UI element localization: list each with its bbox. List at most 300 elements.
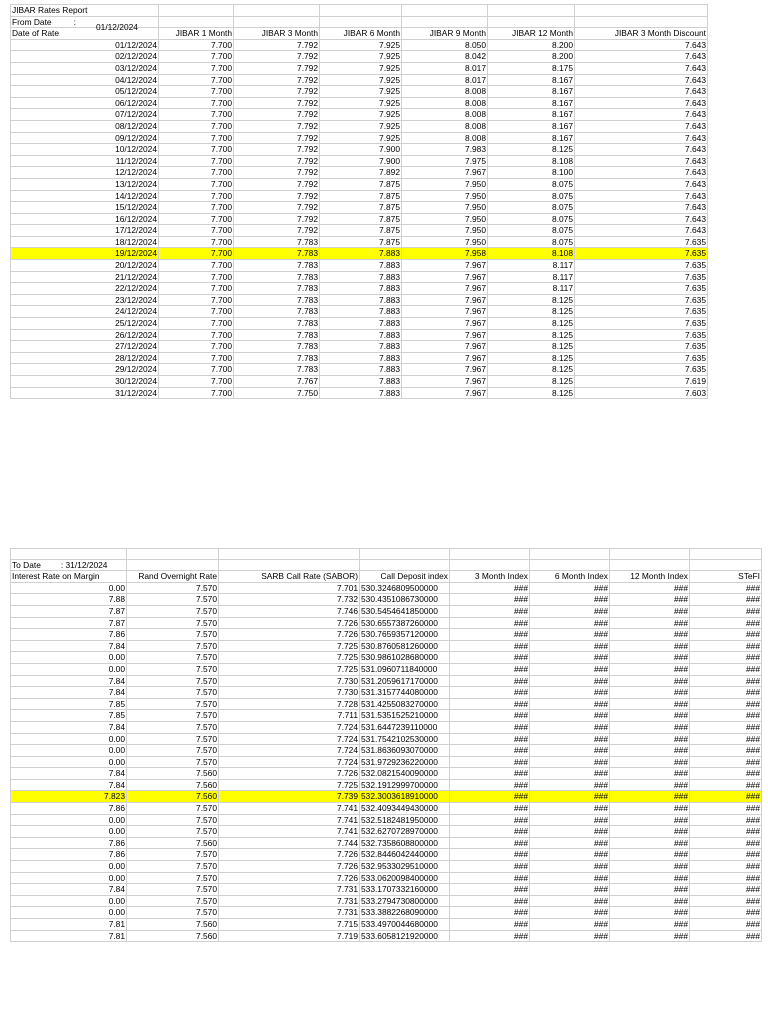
table-cell: 27/12/2024 [11, 341, 159, 353]
table-cell: ### [530, 594, 610, 606]
header-jibar-12-month: JIBAR 12 Month [488, 28, 575, 40]
table-cell: 7.700 [159, 306, 234, 318]
table-cell: 7.570 [127, 733, 219, 745]
table-cell: ### [530, 884, 610, 896]
header-jibar-1-month: JIBAR 1 Month [159, 28, 234, 40]
table-cell: 7.967 [402, 271, 488, 283]
table-cell: ### [690, 652, 762, 664]
table-row [11, 190, 708, 202]
table-row [11, 248, 708, 260]
table-cell: 7.570 [127, 617, 219, 629]
table-cell: ### [690, 861, 762, 873]
table-cell: ### [690, 721, 762, 733]
table-cell: ### [690, 814, 762, 826]
table-cell: 7.700 [159, 155, 234, 167]
table-cell: 532.6270728970000 [360, 826, 450, 838]
table-cell: 7.643 [575, 86, 708, 98]
table-cell: 7.792 [234, 155, 320, 167]
table-cell: 7.570 [127, 582, 219, 594]
table-cell: 7.603 [575, 387, 708, 399]
table-cell: 0.00 [11, 756, 127, 768]
table-cell: 7.700 [159, 283, 234, 295]
table-cell: 7.741 [219, 803, 360, 815]
table-cell: 7.950 [402, 202, 488, 214]
table-row [11, 745, 762, 757]
table-row [11, 144, 708, 156]
header-call-deposit-index: Call Deposit index [360, 571, 450, 583]
header-jibar-3-month: JIBAR 3 Month [234, 28, 320, 40]
table-cell: 7.570 [127, 826, 219, 838]
table-cell: 8.125 [488, 329, 575, 341]
table-cell: ### [530, 617, 610, 629]
table-cell: 7.925 [320, 51, 402, 63]
from-date-label-text: From Date [12, 16, 52, 27]
table-row [11, 919, 762, 931]
table-cell: 8.075 [488, 178, 575, 190]
table-cell: 7.792 [234, 120, 320, 132]
table-row [11, 907, 762, 919]
table-cell: 8.117 [488, 271, 575, 283]
table-cell: 7.967 [402, 352, 488, 364]
table-cell: 10/12/2024 [11, 144, 159, 156]
table-cell: 7.883 [320, 352, 402, 364]
table-cell: ### [610, 698, 690, 710]
table-cell: ### [690, 872, 762, 884]
table-cell: 7.967 [402, 329, 488, 341]
table-cell: 8.108 [488, 155, 575, 167]
table-cell: ### [530, 895, 610, 907]
table-cell: 7.570 [127, 814, 219, 826]
table-cell: 7.84 [11, 779, 127, 791]
table-cell: ### [530, 698, 610, 710]
table-cell: 7.570 [127, 907, 219, 919]
table-cell: 7.726 [219, 861, 360, 873]
table-cell: 0.00 [11, 814, 127, 826]
table-cell: 7.86 [11, 629, 127, 641]
table-cell: ### [450, 582, 530, 594]
table-cell: 21/12/2024 [11, 271, 159, 283]
table-cell: 7.700 [159, 236, 234, 248]
table-cell: 7.84 [11, 721, 127, 733]
table-cell: 8.200 [488, 39, 575, 51]
table-row [11, 779, 762, 791]
table-cell: ### [530, 779, 610, 791]
table-cell: 7.570 [127, 675, 219, 687]
table-cell: ### [610, 919, 690, 931]
table-cell: ### [610, 652, 690, 664]
table-cell: ### [530, 582, 610, 594]
table-cell: ### [530, 687, 610, 699]
table-cell: 7.792 [234, 202, 320, 214]
table-cell: ### [530, 872, 610, 884]
table-cell: 7.883 [320, 271, 402, 283]
table-cell: 0.00 [11, 733, 127, 745]
table-cell: 7.560 [127, 791, 219, 803]
table-cell: 7.700 [159, 271, 234, 283]
table-row [11, 814, 762, 826]
table-cell: 8.125 [488, 387, 575, 399]
table-cell: ### [450, 745, 530, 757]
table-row [11, 640, 762, 652]
table-row [11, 62, 708, 74]
table-cell: 0.00 [11, 872, 127, 884]
table-cell: 8.050 [402, 39, 488, 51]
table-cell: 7.792 [234, 225, 320, 237]
table-cell: ### [530, 675, 610, 687]
table-cell: 29/12/2024 [11, 364, 159, 376]
table-cell: 7.767 [234, 376, 320, 388]
table-row [11, 213, 708, 225]
table-cell: 7.700 [159, 97, 234, 109]
table-cell: ### [610, 594, 690, 606]
report-title: JIBAR Rates Report [11, 5, 159, 17]
table-cell: ### [690, 895, 762, 907]
table-cell: 7.792 [234, 62, 320, 74]
table-cell: 7.967 [402, 260, 488, 272]
table-cell: 7.792 [234, 74, 320, 86]
table-cell: 24/12/2024 [11, 306, 159, 318]
table-cell: ### [450, 710, 530, 722]
table-cell: 13/12/2024 [11, 178, 159, 190]
table-cell: ### [610, 779, 690, 791]
table-cell: 16/12/2024 [11, 213, 159, 225]
table-cell: 7.635 [575, 294, 708, 306]
table-cell: ### [610, 582, 690, 594]
table-cell: ### [690, 733, 762, 745]
table-cell: 7.883 [320, 283, 402, 295]
table-row [11, 283, 708, 295]
table-cell: 7.570 [127, 756, 219, 768]
table-cell: 7.925 [320, 132, 402, 144]
from-date-value: 01/12/2024 [159, 16, 234, 28]
table-cell: 7.87 [11, 617, 127, 629]
table-row [11, 884, 762, 896]
table-cell: 7.958 [402, 248, 488, 260]
table-cell: 22/12/2024 [11, 283, 159, 295]
table-cell: ### [450, 652, 530, 664]
table-cell: 0.00 [11, 652, 127, 664]
table-cell: ### [610, 895, 690, 907]
table-cell: 7.700 [159, 178, 234, 190]
table-row [11, 352, 708, 364]
table-cell: ### [610, 675, 690, 687]
table-cell: 7.560 [127, 779, 219, 791]
table-cell: 7.635 [575, 283, 708, 295]
table-cell: ### [610, 721, 690, 733]
table-cell: 532.7358608800000 [360, 837, 450, 849]
table-cell: ### [530, 814, 610, 826]
table-cell: 8.167 [488, 120, 575, 132]
header-stefi: STeFI [690, 571, 762, 583]
table-cell: 7.792 [234, 213, 320, 225]
table-cell: 532.3003618910000 [360, 791, 450, 803]
table-row [11, 617, 762, 629]
table-cell: ### [610, 710, 690, 722]
table-cell: ### [690, 582, 762, 594]
table-cell: 7.925 [320, 74, 402, 86]
table-cell: 532.0821540090000 [360, 768, 450, 780]
table-cell: ### [450, 768, 530, 780]
table-cell: 7.792 [234, 109, 320, 121]
table-cell: 7.967 [402, 364, 488, 376]
table-cell: 533.1707332160000 [360, 884, 450, 896]
table-cell: 7.643 [575, 62, 708, 74]
table-cell: 0.00 [11, 826, 127, 838]
table-cell: 7.700 [159, 144, 234, 156]
table-cell: 7.726 [219, 768, 360, 780]
table-cell: 7.570 [127, 721, 219, 733]
table-cell: 7.700 [159, 74, 234, 86]
table-cell: 7.792 [234, 190, 320, 202]
table-cell: ### [690, 698, 762, 710]
table-cell: 7.700 [159, 213, 234, 225]
table-row [11, 364, 708, 376]
table-cell: ### [450, 629, 530, 641]
table-cell: 7.87 [11, 605, 127, 617]
table-cell: 7.725 [219, 779, 360, 791]
table-cell: ### [610, 837, 690, 849]
table-cell: 8.125 [488, 318, 575, 330]
table-cell: ### [530, 849, 610, 861]
table-cell: 01/12/2024 [11, 39, 159, 51]
table-cell: 7.570 [127, 698, 219, 710]
table-cell: 7.725 [219, 640, 360, 652]
table-cell: 7.726 [219, 849, 360, 861]
table-cell: ### [530, 733, 610, 745]
table-cell: 7.570 [127, 745, 219, 757]
table-cell: 7.792 [234, 144, 320, 156]
table-cell: 7.792 [234, 178, 320, 190]
table-cell: 530.7659357120000 [360, 629, 450, 641]
table-cell: 17/12/2024 [11, 225, 159, 237]
table-cell: 7.783 [234, 341, 320, 353]
table-cell: 531.9729236220000 [360, 756, 450, 768]
table-cell: 7.783 [234, 283, 320, 295]
table-cell: ### [530, 663, 610, 675]
table-cell: 7.700 [159, 190, 234, 202]
table-cell: 06/12/2024 [11, 97, 159, 109]
table-cell: 7.700 [159, 341, 234, 353]
table-cell: 7.643 [575, 51, 708, 63]
table-cell: 533.6058121920000 [360, 930, 450, 942]
table-cell: ### [610, 849, 690, 861]
table-cell: 7.700 [159, 62, 234, 74]
table-cell: 7.783 [234, 352, 320, 364]
table-cell: 7.570 [127, 594, 219, 606]
table-cell: 0.00 [11, 663, 127, 675]
table-cell: 7.560 [127, 919, 219, 931]
table-cell: 7.783 [234, 364, 320, 376]
table-cell: 7.570 [127, 687, 219, 699]
table-cell: ### [690, 837, 762, 849]
table-cell: 7.967 [402, 306, 488, 318]
table-row [11, 791, 762, 803]
table-cell: 7.635 [575, 271, 708, 283]
table-cell: 7.643 [575, 120, 708, 132]
table-cell: 7.700 [159, 318, 234, 330]
table-cell: 7.875 [320, 178, 402, 190]
table-cell: ### [450, 779, 530, 791]
table-cell: ### [530, 605, 610, 617]
table-cell: 7.792 [234, 51, 320, 63]
table-cell: 8.075 [488, 213, 575, 225]
header-sarb-call-rate: SARB Call Rate (SABOR) [219, 571, 360, 583]
table-cell: 7.744 [219, 837, 360, 849]
table-cell: 7.635 [575, 236, 708, 248]
table-cell: 7.883 [320, 306, 402, 318]
table-cell: 7.643 [575, 74, 708, 86]
table-cell: 7.792 [234, 39, 320, 51]
table-cell: 532.9533029510000 [360, 861, 450, 873]
table-cell: 7.86 [11, 837, 127, 849]
table-cell: 7.635 [575, 318, 708, 330]
table-cell: 7.724 [219, 745, 360, 757]
table-cell: 530.3246809500000 [360, 582, 450, 594]
table-row [11, 837, 762, 849]
table-cell: ### [450, 663, 530, 675]
table-cell: 533.2794730800000 [360, 895, 450, 907]
table-cell: 25/12/2024 [11, 318, 159, 330]
table-cell: ### [610, 629, 690, 641]
table-cell: 02/12/2024 [11, 51, 159, 63]
table-cell: 12/12/2024 [11, 167, 159, 179]
table-cell: ### [530, 791, 610, 803]
table-cell: 7.883 [320, 329, 402, 341]
table-cell: 8.017 [402, 62, 488, 74]
table-cell: ### [530, 721, 610, 733]
table-cell: 8.017 [402, 74, 488, 86]
table-cell: 7.883 [320, 376, 402, 388]
table-cell: 7.86 [11, 803, 127, 815]
rates-header-row [11, 571, 762, 583]
table-row [11, 710, 762, 722]
table-cell: ### [690, 930, 762, 942]
table-cell: 7.783 [234, 260, 320, 272]
table-cell: ### [450, 698, 530, 710]
table-cell: 7.925 [320, 97, 402, 109]
table-row [11, 341, 708, 353]
table-cell: 7.84 [11, 884, 127, 896]
table-row [11, 768, 762, 780]
table-row [11, 306, 708, 318]
table-cell: ### [450, 733, 530, 745]
table-cell: 7.783 [234, 248, 320, 260]
table-cell: ### [690, 594, 762, 606]
table-cell: 7.875 [320, 213, 402, 225]
table-cell: 532.8446042440000 [360, 849, 450, 861]
table-cell: 7.724 [219, 721, 360, 733]
table-cell: ### [450, 791, 530, 803]
table-cell: ### [450, 872, 530, 884]
table-row [11, 97, 708, 109]
table-cell: 7.700 [159, 352, 234, 364]
table-cell: 7.875 [320, 225, 402, 237]
table-cell: 7.783 [234, 329, 320, 341]
table-row [11, 236, 708, 248]
table-cell: 7.792 [234, 86, 320, 98]
table-cell: 0.00 [11, 895, 127, 907]
table-cell: 8.108 [488, 248, 575, 260]
table-cell: 8.075 [488, 190, 575, 202]
table-cell: ### [610, 872, 690, 884]
table-cell: ### [450, 907, 530, 919]
table-cell: 8.117 [488, 260, 575, 272]
table-cell: 531.2059617170000 [360, 675, 450, 687]
table-cell: 8.042 [402, 51, 488, 63]
table-cell: ### [450, 640, 530, 652]
table-cell: ### [610, 640, 690, 652]
table-cell: 530.8760581260000 [360, 640, 450, 652]
table-cell: 7.643 [575, 225, 708, 237]
table-row [11, 271, 708, 283]
table-cell: 7.783 [234, 318, 320, 330]
table-cell: 7.635 [575, 364, 708, 376]
table-row [11, 225, 708, 237]
table-row [11, 861, 762, 873]
table-cell: 03/12/2024 [11, 62, 159, 74]
table-cell: 7.643 [575, 109, 708, 121]
table-cell: ### [690, 629, 762, 641]
table-cell: 8.167 [488, 132, 575, 144]
table-cell: 7.635 [575, 329, 708, 341]
table-cell: 7.823 [11, 791, 127, 803]
table-row [11, 698, 762, 710]
table-cell: 8.117 [488, 283, 575, 295]
table-cell: ### [530, 640, 610, 652]
table-cell: ### [610, 884, 690, 896]
table-row [11, 652, 762, 664]
table-cell: 7.84 [11, 640, 127, 652]
table-cell: ### [530, 768, 610, 780]
table-cell: 7.726 [219, 872, 360, 884]
table-cell: ### [530, 861, 610, 873]
table-cell: 19/12/2024 [11, 248, 159, 260]
table-cell: 7.875 [320, 190, 402, 202]
table-cell: 8.200 [488, 51, 575, 63]
table-cell: 7.570 [127, 629, 219, 641]
table-row [11, 930, 762, 942]
table-cell: ### [450, 721, 530, 733]
table-cell: 8.075 [488, 236, 575, 248]
table-cell: 11/12/2024 [11, 155, 159, 167]
table-cell: 7.967 [402, 294, 488, 306]
table-cell: 31/12/2024 [11, 387, 159, 399]
table-cell: ### [450, 803, 530, 815]
table-cell: 8.175 [488, 62, 575, 74]
table-cell: ### [530, 629, 610, 641]
table-row [11, 39, 708, 51]
table-cell: ### [690, 884, 762, 896]
table-cell: 7.700 [159, 51, 234, 63]
table-cell: 7.730 [219, 675, 360, 687]
table-cell: 7.700 [159, 260, 234, 272]
table-cell: 7.84 [11, 675, 127, 687]
table-cell: 20/12/2024 [11, 260, 159, 272]
table-cell: 7.700 [159, 387, 234, 399]
table-row [11, 260, 708, 272]
table-cell: 7.643 [575, 132, 708, 144]
table-cell: 7.746 [219, 605, 360, 617]
table-cell: 0.00 [11, 861, 127, 873]
table-cell: 531.7542102530000 [360, 733, 450, 745]
header-12-month-index: 12 Month Index [610, 571, 690, 583]
table-cell: 7.81 [11, 919, 127, 931]
table-cell: 8.125 [488, 294, 575, 306]
table-cell: 531.4255083270000 [360, 698, 450, 710]
table-row [11, 605, 762, 617]
table-cell: ### [450, 849, 530, 861]
table-cell: 7.883 [320, 318, 402, 330]
